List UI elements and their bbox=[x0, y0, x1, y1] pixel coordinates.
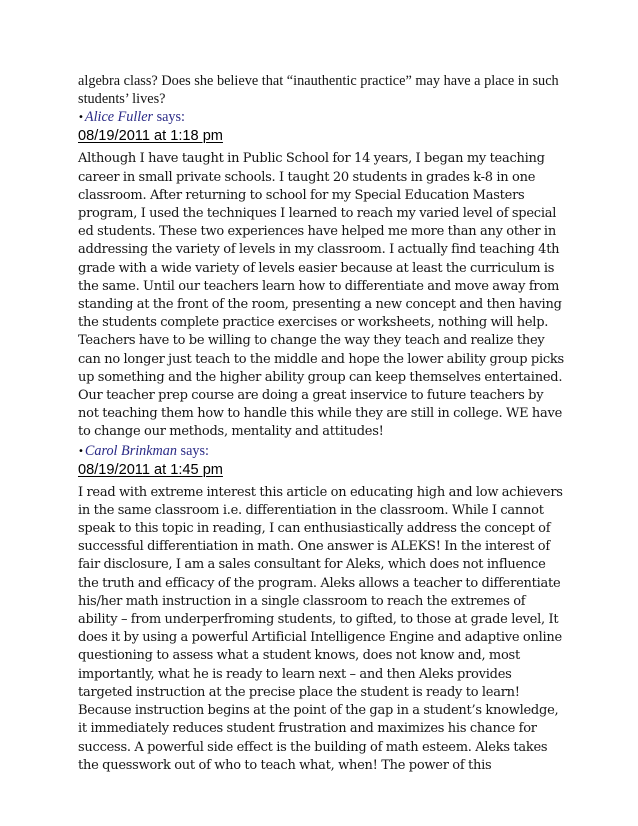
comment-timestamp-link[interactable]: 08/19/2011 at 1:45 pm bbox=[78, 461, 223, 478]
comment-paragraph: I read with extreme interest this article on educating high and low achievers in the same classroom i.e. differentiation in the classroom. While I cannot speak to this topic in reading, I can enthusiastically address the concept of successful differentiation in math. One answer is ALEKS! In the interest of fair disclosure, I am a sales consultant for Aleks, which does not influence the truth and efficacy of the program. Aleks allows a teacher to differentiate his/her math instruction in a single classroom to reach the extremes of ability – from underperfroming students, to gifted, to those at grade level, It does it by using a powerful Artificial Intelligence Engine and adaptive online questioning to assess what a student knows, does not know and, most importantly, what he is ready to learn next – and then Aleks provides targeted instruction at the precise place the student is ready to learn! Because instruction begins at the point of the gap in a student’s knowledge, it immediately reduces student frustration and maximizes his chance for success. A powerful side effect is the building of math esteem. Aleks takes the quesswork out of who to teach what, when! The power of this bbox=[78, 484, 563, 773]
comment bbox=[78, 108, 564, 441]
says-label: says: bbox=[156, 109, 185, 126]
comment-paragraph: Our teacher prep course are doing a great inservice to future teachers by not teaching them how to handle this while they are still in college. WE have to change our methods, mentality and attitudes! bbox=[78, 388, 563, 440]
comment-paragraph: Although I have taught in Public School for 14 years, I began my teaching career in small private schools. I taught 20 students in grades k-8 in one classroom. After returning to school for my Special Education Masters program, I used the techniques I learned to reach my varied level of special ed students. These two experiences have helped me more than any other in addressing the variety of levels in my classroom. I actually find teaching 4th grade with a wide variety of levels easier because at least the curriculum is the same. Until our teachers learn how to differentiate and move away from standing at the front of the room, presenting a new concept and then having the students complete practice exercises or worksheets, nothing will help. Teachers have to be willing to change the way they teach and realize they can no longer just teach to the middle and hope the lower ability group picks up something and the higher ability group can keep themselves entertained. bbox=[78, 151, 564, 385]
document-page bbox=[78, 72, 564, 775]
comment-timestamp-link[interactable]: 08/19/2011 at 1:18 pm bbox=[78, 128, 223, 145]
comment-header bbox=[78, 108, 564, 127]
intro-paragraph: algebra class? Does she believe that “inauthentic practice” may have a place in such students’ lives? bbox=[78, 73, 559, 108]
comment-header bbox=[78, 442, 564, 461]
bullet-icon: • bbox=[78, 445, 84, 457]
comment-author-link[interactable]: Carol Brinkman bbox=[84, 442, 177, 459]
comment-author-link[interactable]: Alice Fuller bbox=[84, 109, 154, 126]
comment bbox=[78, 442, 564, 775]
says-label: says: bbox=[180, 442, 209, 459]
bullet-icon: • bbox=[78, 112, 84, 124]
